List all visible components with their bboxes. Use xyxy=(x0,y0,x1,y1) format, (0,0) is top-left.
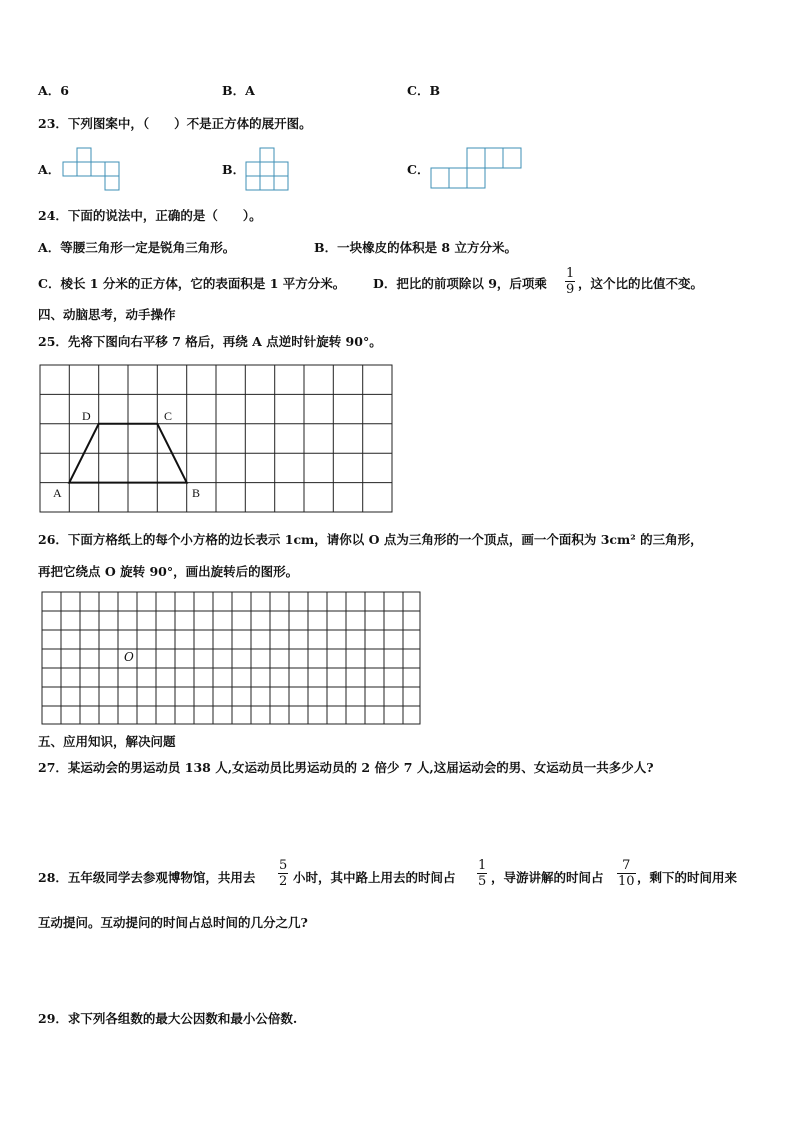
q28-fraction-2 xyxy=(477,858,487,889)
q25-label-c: C xyxy=(164,409,173,423)
q24-option-d-post: ，这个比的比值不变。 xyxy=(578,276,704,291)
q24-option-b: B．一块橡皮的体积是 8 立方分米。 xyxy=(314,240,517,255)
q26-grid xyxy=(41,591,423,727)
q28-line2: 互动提问。互动提问的时间占总时间的几分之几? xyxy=(38,915,308,930)
q23-net-c xyxy=(430,147,524,191)
q23-stem: 23．下列图案中，（ ）不是正方体的展开图。 xyxy=(38,116,312,131)
q25-grid xyxy=(39,364,395,514)
q23-option-c-label: C． xyxy=(407,162,430,177)
fraction-numerator: 7 xyxy=(622,858,631,873)
q26-stem-line2: 再把它绕点 O 旋转 90°，画出旋转后的图形。 xyxy=(38,564,299,579)
q22-option-c: C．B xyxy=(407,83,441,98)
q28-fraction-3 xyxy=(617,858,636,889)
q28-fraction-1 xyxy=(278,858,288,889)
q24-option-d-fraction xyxy=(565,266,575,297)
q24-stem: 24．下面的说法中，正确的是（ ）。 xyxy=(38,208,262,223)
q28-text-part1: 28．五年级同学去参观博物馆，共用去 xyxy=(38,870,256,885)
fraction-numerator: 1 xyxy=(478,858,487,873)
q28-text-part3: ，导游讲解的时间占 xyxy=(491,870,604,885)
fraction-denominator: 9 xyxy=(566,282,575,297)
fraction-denominator: 2 xyxy=(279,874,288,889)
fraction-denominator: 5 xyxy=(478,874,487,889)
q29-stem: 29．求下列各组数的最大公因数和最小公倍数. xyxy=(38,1011,298,1026)
q24-option-c: C．棱长 1 分米的正方体，它的表面积是 1 平方分米。 xyxy=(38,276,346,291)
q28-text-part4: ，剩下的时间用来 xyxy=(637,870,738,885)
q25-label-a: A xyxy=(53,486,62,500)
q23-net-a xyxy=(62,148,122,192)
q25-label-d: D xyxy=(82,409,91,423)
q25-label-b: B xyxy=(192,486,201,500)
q27-stem: 27．某运动会的男运动员 138 人,女运动员比男运动员的 2 倍少 7 人,这届运动会的男、女运动员一共多少人? xyxy=(38,760,654,775)
q22-option-b: B．A xyxy=(222,83,255,98)
fraction-numerator: 1 xyxy=(566,266,575,281)
q24-option-d-pre: D．把比的前项除以 9，后项乘 xyxy=(373,276,547,291)
q28-text-part2: 小时，其中路上用去的时间占 xyxy=(293,870,456,885)
q25-stem: 25．先将下图向右平移 7 格后，再绕 A 点逆时针旋转 90°。 xyxy=(38,334,382,349)
q23-option-a-label: A． xyxy=(38,162,61,177)
fraction-denominator: 10 xyxy=(618,874,635,889)
q26-point-o-label: O xyxy=(124,650,134,664)
fraction-numerator: 5 xyxy=(279,858,288,873)
section5-title: 五、应用知识，解决问题 xyxy=(38,734,176,749)
q26-stem-line1: 26．下面方格纸上的每个小方格的边长表示 1cm，请你以 O 点为三角形的一个顶点，画一个面积为 3cm² 的三角形， xyxy=(38,532,703,547)
q23-option-b-label: B． xyxy=(222,162,246,177)
q22-option-a: A．6 xyxy=(38,83,69,98)
q24-option-a: A．等腰三角形一定是锐角三角形。 xyxy=(38,240,236,255)
section4-title: 四、动脑思考，动手操作 xyxy=(38,307,176,322)
q23-net-b xyxy=(245,148,293,192)
